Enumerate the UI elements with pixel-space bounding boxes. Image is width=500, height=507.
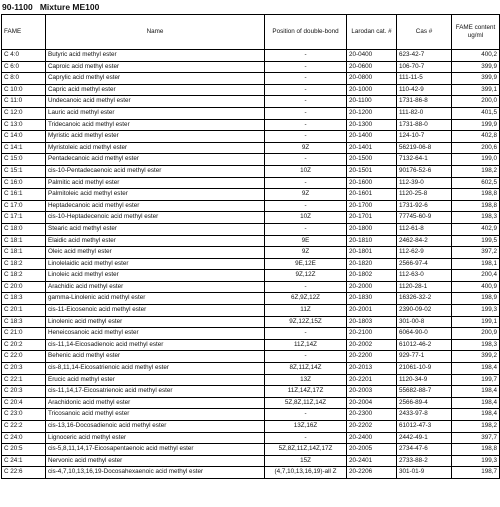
cell-name: cis-11,14,17-Eicosatrienoic acid methyl ester (46, 386, 265, 398)
cell-name: Nervonic acid methyl ester (46, 455, 265, 467)
table-row (2, 281, 500, 293)
cell-fame: C 24:1 (2, 455, 46, 467)
cell-cas: 112-62-9 (397, 247, 452, 259)
cell-content: 399,2 (452, 351, 500, 363)
cell-cat: 20-0600 (347, 61, 397, 73)
cell-content: 199,0 (452, 154, 500, 166)
table-row (2, 223, 500, 235)
cell-position: - (265, 119, 347, 131)
col-header-position: Position of double-bond (265, 15, 347, 50)
cell-content: 199,1 (452, 316, 500, 328)
cell-cas: 2734-47-6 (397, 444, 452, 456)
table-row (2, 61, 500, 73)
cell-fame: C 22:6 (2, 467, 46, 479)
table-row (2, 247, 500, 259)
cell-cat: 20-2003 (347, 386, 397, 398)
cell-content: 198,4 (452, 409, 500, 421)
cell-fame: C 20:2 (2, 339, 46, 351)
cell-cas: 1731-88-0 (397, 119, 452, 131)
cell-cat: 20-1701 (347, 212, 397, 224)
cell-cat: 20-2013 (347, 363, 397, 375)
cell-content: 200,9 (452, 328, 500, 340)
cell-name: cis-5,8,11,14,17-Eicosapentaenoic acid methyl ester (46, 444, 265, 456)
cell-cas: 55682-88-7 (397, 386, 452, 398)
cell-cat: 20-2002 (347, 339, 397, 351)
cell-fame: C 6:0 (2, 61, 46, 73)
cell-fame: C 15:0 (2, 154, 46, 166)
cell-cas: 16326-32-2 (397, 293, 452, 305)
cell-cat: 20-1401 (347, 142, 397, 154)
cell-fame: C 18:2 (2, 258, 46, 270)
cell-cat: 20-2300 (347, 409, 397, 421)
table-row (2, 316, 500, 328)
cell-cat: 20-1400 (347, 131, 397, 143)
cell-cas: 111-82-0 (397, 107, 452, 119)
cell-position: 9Z (265, 189, 347, 201)
table-row (2, 339, 500, 351)
cell-content: 397,2 (452, 247, 500, 259)
cell-fame: C 24:0 (2, 432, 46, 444)
cell-content: 198,1 (452, 258, 500, 270)
cell-content: 402,8 (452, 131, 500, 143)
cell-name: Undecanoic acid methyl ester (46, 96, 265, 108)
cell-cas: 61012-47-3 (397, 421, 452, 433)
cell-cas: 90176-52-6 (397, 165, 452, 177)
cell-name: cis-10-Heptadecenoic acid methyl ester (46, 212, 265, 224)
cell-content: 198,9 (452, 293, 500, 305)
cell-fame: C 22:0 (2, 351, 46, 363)
cell-cas: 2390-09-02 (397, 305, 452, 317)
document-title (0, 0, 500, 14)
cell-content: 198,3 (452, 339, 500, 351)
cell-cat: 20-2401 (347, 455, 397, 467)
cell-cat: 20-1820 (347, 258, 397, 270)
cell-position: 13Z,16Z (265, 421, 347, 433)
cell-content: 399,9 (452, 61, 500, 73)
cell-cat: 20-0400 (347, 50, 397, 62)
cell-position: - (265, 50, 347, 62)
cell-position: 10Z (265, 165, 347, 177)
cell-cas: 301-00-8 (397, 316, 452, 328)
cell-cas: 112-61-8 (397, 223, 452, 235)
cell-content: 199,3 (452, 455, 500, 467)
cell-position: 9Z (265, 247, 347, 259)
cell-position: 9Z,12Z (265, 270, 347, 282)
cell-content: 199,9 (452, 119, 500, 131)
cell-position: 11Z,14Z (265, 339, 347, 351)
cell-cat: 20-2100 (347, 328, 397, 340)
cell-position: - (265, 409, 347, 421)
col-header-fame: FAME (2, 15, 46, 50)
cell-cat: 20-1700 (347, 200, 397, 212)
cell-cas: 112-63-0 (397, 270, 452, 282)
cell-content: 198,7 (452, 467, 500, 479)
cell-content: 198,2 (452, 165, 500, 177)
cell-fame: C 20:1 (2, 305, 46, 317)
cell-position: 5Z,8Z,11Z,14Z,17Z (265, 444, 347, 456)
table-row (2, 363, 500, 375)
cell-cat: 20-2201 (347, 374, 397, 386)
cell-fame: C 23:0 (2, 409, 46, 421)
cell-name: Heptadecanoic acid methyl ester (46, 200, 265, 212)
cell-cas: 1120-25-8 (397, 189, 452, 201)
cell-fame: C 18:3 (2, 293, 46, 305)
cell-cas: 106-70-7 (397, 61, 452, 73)
table-row (2, 142, 500, 154)
cell-cas: 77745-60-9 (397, 212, 452, 224)
cell-name: Palmitic acid methyl ester (46, 177, 265, 189)
cell-cas: 110-42-9 (397, 84, 452, 96)
cell-fame: C 13:0 (2, 119, 46, 131)
cell-fame: C 17:0 (2, 200, 46, 212)
cell-cat: 20-1000 (347, 84, 397, 96)
cell-position: 8Z,11Z,14Z (265, 363, 347, 375)
cell-cas: 112-39-0 (397, 177, 452, 189)
cell-position: - (265, 328, 347, 340)
cell-name: Arachidic acid methyl ester (46, 281, 265, 293)
cell-name: Lignoceric acid methyl ester (46, 432, 265, 444)
cell-cat: 20-1100 (347, 96, 397, 108)
cell-cas: 124-10-7 (397, 131, 452, 143)
cell-cas: 61012-46-2 (397, 339, 452, 351)
cell-cas: 1120-34-9 (397, 374, 452, 386)
cell-fame: C 20:3 (2, 363, 46, 375)
cell-cat: 20-1501 (347, 165, 397, 177)
cell-position: 9E (265, 235, 347, 247)
table-row (2, 84, 500, 96)
cell-content: 402,9 (452, 223, 500, 235)
cell-cas: 56219-06-8 (397, 142, 452, 154)
cell-name: Myristic acid methyl ester (46, 131, 265, 143)
cell-fame: C 11:0 (2, 96, 46, 108)
cell-name: Caprylic acid methyl ester (46, 73, 265, 85)
cell-name: Erucic acid methyl ester (46, 374, 265, 386)
cell-fame: C 18:1 (2, 247, 46, 259)
cell-fame: C 10:0 (2, 84, 46, 96)
cell-name: Lauric acid methyl ester (46, 107, 265, 119)
table-row (2, 235, 500, 247)
cell-fame: C 20:5 (2, 444, 46, 456)
cell-cas: 2442-49-1 (397, 432, 452, 444)
cell-position: (4,7,10,13,16,19)-all Z (265, 467, 347, 479)
mixture-name: Mixture ME100 (39, 2, 100, 12)
cell-position: - (265, 73, 347, 85)
cell-cas: 1120-28-1 (397, 281, 452, 293)
cell-position: - (265, 432, 347, 444)
table-row (2, 165, 500, 177)
cell-content: 400,2 (452, 50, 500, 62)
cell-content: 200,6 (452, 142, 500, 154)
table-row (2, 397, 500, 409)
col-header-cas: Cas # (397, 15, 452, 50)
table-row (2, 444, 500, 456)
cell-position: - (265, 61, 347, 73)
cell-content: 200,0 (452, 96, 500, 108)
cell-cat: 20-2005 (347, 444, 397, 456)
cell-content: 401,5 (452, 107, 500, 119)
cell-position: - (265, 351, 347, 363)
cell-cat: 20-1500 (347, 154, 397, 166)
cell-name: Capric acid methyl ester (46, 84, 265, 96)
cell-cat: 20-1802 (347, 270, 397, 282)
cell-fame: C 4:0 (2, 50, 46, 62)
cell-position: 9Z (265, 142, 347, 154)
cell-fame: C 16:0 (2, 177, 46, 189)
table-row (2, 467, 500, 479)
cell-content: 198,4 (452, 397, 500, 409)
cell-content: 198,8 (452, 444, 500, 456)
cell-cas: 2433-97-8 (397, 409, 452, 421)
cell-position: 5Z,8Z,11Z,14Z (265, 397, 347, 409)
table-row (2, 107, 500, 119)
cell-name: Heneicosanoic acid methyl ester (46, 328, 265, 340)
table-row (2, 374, 500, 386)
cell-fame: C 18:2 (2, 270, 46, 282)
cell-name: Arachidonic acid methyl ester (46, 397, 265, 409)
cell-name: cis-11,14-Eicosadienoic acid methyl ester (46, 339, 265, 351)
cell-content: 602,5 (452, 177, 500, 189)
cell-cat: 20-1200 (347, 107, 397, 119)
cell-fame: C 20:4 (2, 397, 46, 409)
table-row (2, 119, 500, 131)
cell-fame: C 20:0 (2, 281, 46, 293)
table-row (2, 432, 500, 444)
cell-cas: 2733-88-2 (397, 455, 452, 467)
cell-fame: C 18:1 (2, 235, 46, 247)
cell-content: 199,5 (452, 235, 500, 247)
table-row (2, 258, 500, 270)
cell-cas: 1731-86-8 (397, 96, 452, 108)
cell-content: 198,8 (452, 200, 500, 212)
cell-cas: 929-77-1 (397, 351, 452, 363)
cell-position: - (265, 281, 347, 293)
cell-cas: 111-11-5 (397, 73, 452, 85)
cell-content: 199,3 (452, 305, 500, 317)
cell-name: Pentadecanoic acid methyl ester (46, 154, 265, 166)
fame-table (1, 14, 500, 479)
table-row (2, 421, 500, 433)
cell-name: Butyric acid methyl ester (46, 50, 265, 62)
table-row (2, 212, 500, 224)
cell-fame: C 17:1 (2, 212, 46, 224)
product-code: 90-1100 (2, 2, 33, 12)
cell-position: 11Z,14Z,17Z (265, 386, 347, 398)
cell-cat: 20-1800 (347, 223, 397, 235)
cell-fame: C 12:0 (2, 107, 46, 119)
cell-cas: 2566-89-4 (397, 397, 452, 409)
cell-cas: 6064-90-0 (397, 328, 452, 340)
table-row (2, 177, 500, 189)
cell-content: 198,8 (452, 189, 500, 201)
cell-name: gamma-Linolenic acid methyl ester (46, 293, 265, 305)
table-row (2, 351, 500, 363)
cell-cat: 20-2202 (347, 421, 397, 433)
cell-cat: 20-2001 (347, 305, 397, 317)
cell-cat: 20-0800 (347, 73, 397, 85)
cell-content: 199,7 (452, 374, 500, 386)
cell-fame: C 8:0 (2, 73, 46, 85)
cell-name: Caproic acid methyl ester (46, 61, 265, 73)
cell-content: 198,4 (452, 363, 500, 375)
cell-name: cis-4,7,10,13,16,19-Docosahexaenoic acid methyl ester (46, 467, 265, 479)
cell-cat: 20-1300 (347, 119, 397, 131)
cell-cas: 1731-92-6 (397, 200, 452, 212)
table-row (2, 409, 500, 421)
cell-cas: 2462-84-2 (397, 235, 452, 247)
cell-position: - (265, 107, 347, 119)
table-body (2, 50, 500, 479)
cell-cat: 20-2004 (347, 397, 397, 409)
cell-fame: C 21:0 (2, 328, 46, 340)
table-row (2, 154, 500, 166)
cell-cas: 301-01-9 (397, 467, 452, 479)
cell-cat: 20-2400 (347, 432, 397, 444)
cell-content: 200,4 (452, 270, 500, 282)
table-row (2, 270, 500, 282)
cell-name: Myristoleic acid methyl ester (46, 142, 265, 154)
table-row (2, 328, 500, 340)
col-header-name: Name (46, 15, 265, 50)
cell-cat: 20-1803 (347, 316, 397, 328)
cell-fame: C 18:0 (2, 223, 46, 235)
cell-position: 11Z (265, 305, 347, 317)
cell-cat: 20-1801 (347, 247, 397, 259)
cell-fame: C 22:1 (2, 374, 46, 386)
cell-cat: 20-2200 (347, 351, 397, 363)
cell-fame: C 14:1 (2, 142, 46, 154)
cell-position: - (265, 177, 347, 189)
cell-name: Oleic acid methyl ester (46, 247, 265, 259)
cell-position: - (265, 200, 347, 212)
cell-name: Behenic acid methyl ester (46, 351, 265, 363)
cell-name: Stearic acid methyl ester (46, 223, 265, 235)
cell-cas: 7132-64-1 (397, 154, 452, 166)
cell-name: Elaidic acid methyl ester (46, 235, 265, 247)
cell-cat: 20-1601 (347, 189, 397, 201)
cell-cas: 21061-10-9 (397, 363, 452, 375)
col-header-content: FAME content ug/ml (452, 15, 500, 50)
cell-name: Linoleic acid methyl ester (46, 270, 265, 282)
cell-position: - (265, 154, 347, 166)
table-row (2, 386, 500, 398)
cell-fame: C 14:0 (2, 131, 46, 143)
table-row (2, 189, 500, 201)
cell-position: 10Z (265, 212, 347, 224)
cell-name: Linolelaidic acid methyl ester (46, 258, 265, 270)
table-row (2, 305, 500, 317)
cell-name: cis-11-Eicosenoic acid methyl ester (46, 305, 265, 317)
cell-position: 15Z (265, 455, 347, 467)
cell-content: 198,2 (452, 421, 500, 433)
cell-position: - (265, 96, 347, 108)
cell-cas: 2566-97-4 (397, 258, 452, 270)
cell-position: 9E,12E (265, 258, 347, 270)
cell-position: 6Z,9Z,12Z (265, 293, 347, 305)
cell-name: cis-10-Pentadecaenoic acid methyl ester (46, 165, 265, 177)
cell-name: Tricosanoic acid methyl ester (46, 409, 265, 421)
table-row (2, 455, 500, 467)
table-row (2, 200, 500, 212)
cell-name: Linolenic acid methyl ester (46, 316, 265, 328)
table-row (2, 50, 500, 62)
cell-cat: 20-2000 (347, 281, 397, 293)
cell-cat: 20-1830 (347, 293, 397, 305)
cell-name: Tridecanoic acid methyl ester (46, 119, 265, 131)
cell-content: 399,9 (452, 73, 500, 85)
cell-content: 198,3 (452, 212, 500, 224)
cell-cat: 20-1600 (347, 177, 397, 189)
cell-fame: C 22:2 (2, 421, 46, 433)
cell-name: cis-8,11,14-Eicosatrienoic acid methyl ester (46, 363, 265, 375)
cell-cas: 623-42-7 (397, 50, 452, 62)
cell-position: - (265, 223, 347, 235)
table-row (2, 96, 500, 108)
table-header-row (2, 15, 500, 50)
table-row (2, 73, 500, 85)
cell-cat: 20-2206 (347, 467, 397, 479)
cell-position: - (265, 84, 347, 96)
table-row (2, 131, 500, 143)
cell-fame: C 20:3 (2, 386, 46, 398)
cell-fame: C 18:3 (2, 316, 46, 328)
cell-fame: C 15:1 (2, 165, 46, 177)
cell-position: - (265, 131, 347, 143)
cell-content: 198,4 (452, 386, 500, 398)
col-header-cat: Larodan cat. # (347, 15, 397, 50)
cell-content: 397,7 (452, 432, 500, 444)
cell-fame: C 16:1 (2, 189, 46, 201)
cell-position: 9Z,12Z,15Z (265, 316, 347, 328)
cell-content: 400,9 (452, 281, 500, 293)
cell-name: Palmitoleic acid methyl ester (46, 189, 265, 201)
table-row (2, 293, 500, 305)
cell-cat: 20-1810 (347, 235, 397, 247)
cell-name: cis-13,16-Docosadienoic acid methyl ester (46, 421, 265, 433)
cell-content: 399,1 (452, 84, 500, 96)
cell-position: 13Z (265, 374, 347, 386)
